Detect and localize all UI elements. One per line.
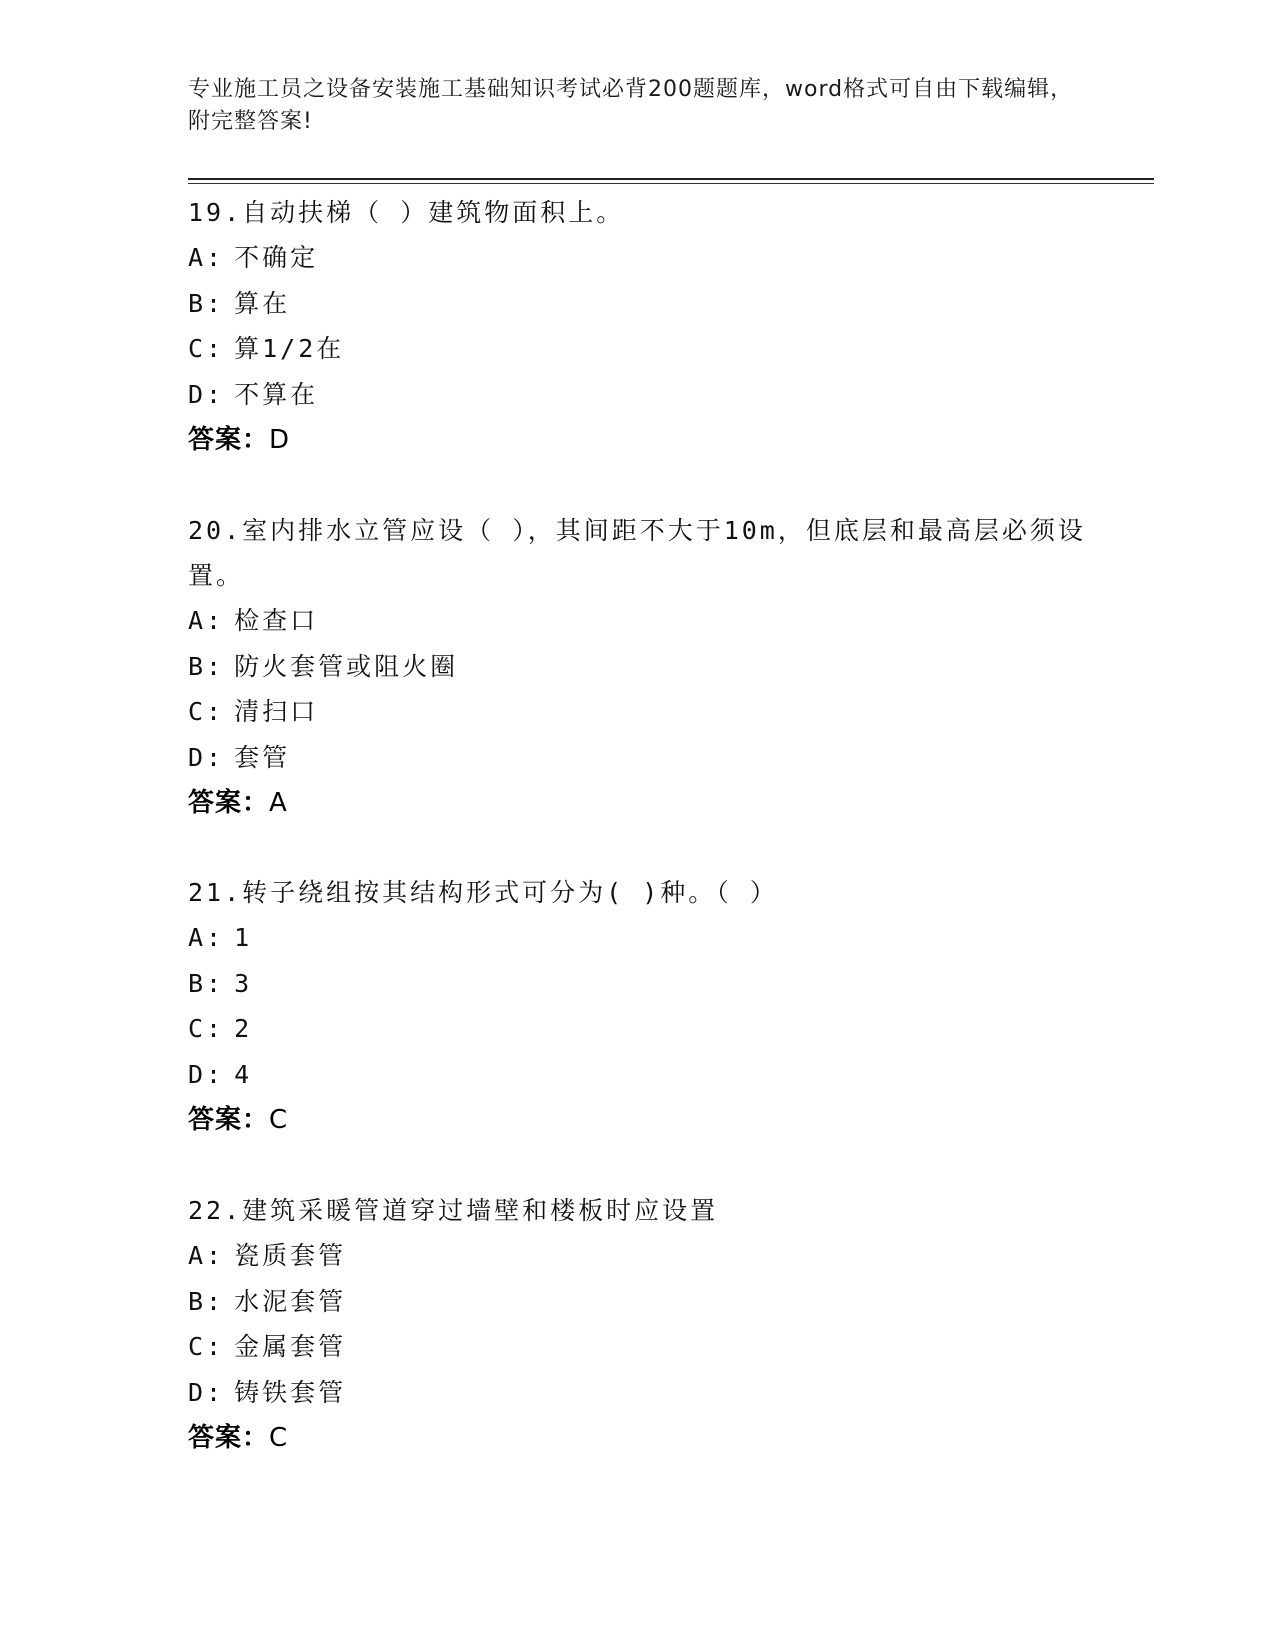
option-text: 1: [234, 923, 253, 952]
question-22: [188, 1188, 1088, 1461]
option-text: 水泥套管: [234, 1286, 347, 1316]
option-text: 算1/2在: [234, 334, 345, 363]
option-key: B:: [188, 651, 225, 681]
option-text: 瓷质套管: [234, 1241, 347, 1270]
question-number: 19.: [188, 198, 243, 227]
header-divider-thick: [188, 178, 1154, 180]
option-d: [188, 372, 1088, 418]
option-key: C:: [188, 1332, 225, 1361]
option-text: 防火套管或阻火圈: [234, 651, 459, 681]
answer-label: 答案：: [188, 425, 270, 455]
option-key: A:: [188, 923, 225, 952]
option-key: C:: [188, 697, 225, 726]
option-c: [188, 326, 1088, 372]
option-b: [188, 644, 1088, 690]
option-b: [188, 961, 1088, 1007]
question-stem: 转子绕组按其结构形式可分为( )种。（ ）: [242, 878, 778, 907]
option-key: A:: [188, 606, 225, 635]
option-text: 检查口: [234, 606, 319, 635]
option-key: D:: [188, 1059, 225, 1089]
question-19: [188, 190, 1088, 463]
option-text: 不确定: [234, 243, 319, 272]
answer-label: 答案：: [188, 788, 270, 818]
answer-value: C: [269, 1105, 289, 1135]
option-text: 铸铁套管: [234, 1377, 347, 1407]
option-a: [188, 915, 1088, 961]
option-text: 金属套管: [234, 1332, 347, 1361]
option-text: 清扫口: [234, 697, 319, 726]
header-divider-thin: [188, 183, 1154, 184]
question-stem: 建筑采暖管道穿过墙壁和楼板时应设置: [242, 1196, 719, 1225]
question-stem: 室内排水立管应设（ ），其间距不大于10m，但底层和最高层必须设置。: [188, 516, 1086, 590]
answer-label: 答案：: [188, 1105, 270, 1135]
question-stem: 自动扶梯（ ）建筑物面积上。: [242, 198, 625, 227]
answer-line: [188, 417, 1088, 463]
option-text: 3: [234, 968, 253, 998]
option-c: [188, 1324, 1088, 1370]
question-20: [188, 508, 1088, 826]
question-21: [188, 870, 1088, 1143]
option-b: [188, 281, 1088, 327]
question-number: 20.: [188, 516, 243, 545]
question-number: 21.: [188, 878, 243, 907]
option-d: [188, 1370, 1088, 1416]
question-number: 22.: [188, 1196, 243, 1225]
option-key: C:: [188, 1014, 225, 1043]
option-key: A:: [188, 243, 225, 272]
option-text: 4: [234, 1059, 253, 1089]
answer-value: D: [269, 425, 291, 455]
option-text: 套管: [234, 742, 291, 772]
option-key: B:: [188, 288, 225, 318]
header-title: 专业施工员之设备安装施工基础知识考试必背200题题库，word格式可自由下载编辑，附完整答案!: [188, 77, 1074, 134]
option-text: 2: [234, 1014, 253, 1043]
option-a: [188, 235, 1088, 281]
question-text: [188, 1188, 1088, 1233]
question-text: [188, 870, 1088, 915]
document-header: [188, 74, 1088, 138]
option-d: [188, 735, 1088, 781]
option-c: [188, 1006, 1088, 1052]
option-key: D:: [188, 742, 225, 772]
option-key: B:: [188, 968, 225, 998]
option-b: [188, 1279, 1088, 1325]
option-c: [188, 689, 1088, 735]
option-a: [188, 1233, 1088, 1279]
option-key: A:: [188, 1241, 225, 1270]
answer-line: [188, 1415, 1088, 1461]
option-key: D:: [188, 1377, 225, 1407]
question-text: [188, 190, 1088, 235]
answer-label: 答案：: [188, 1423, 270, 1453]
option-d: [188, 1052, 1088, 1098]
answer-value: C: [269, 1423, 289, 1453]
answer-value: A: [269, 788, 288, 818]
option-key: C:: [188, 334, 225, 363]
answer-line: [188, 1097, 1088, 1143]
option-text: 不算在: [234, 379, 319, 409]
option-text: 算在: [234, 288, 291, 318]
option-key: B:: [188, 1286, 225, 1316]
option-a: [188, 598, 1088, 644]
question-text: [188, 508, 1088, 598]
answer-line: [188, 780, 1088, 826]
option-key: D:: [188, 379, 225, 409]
